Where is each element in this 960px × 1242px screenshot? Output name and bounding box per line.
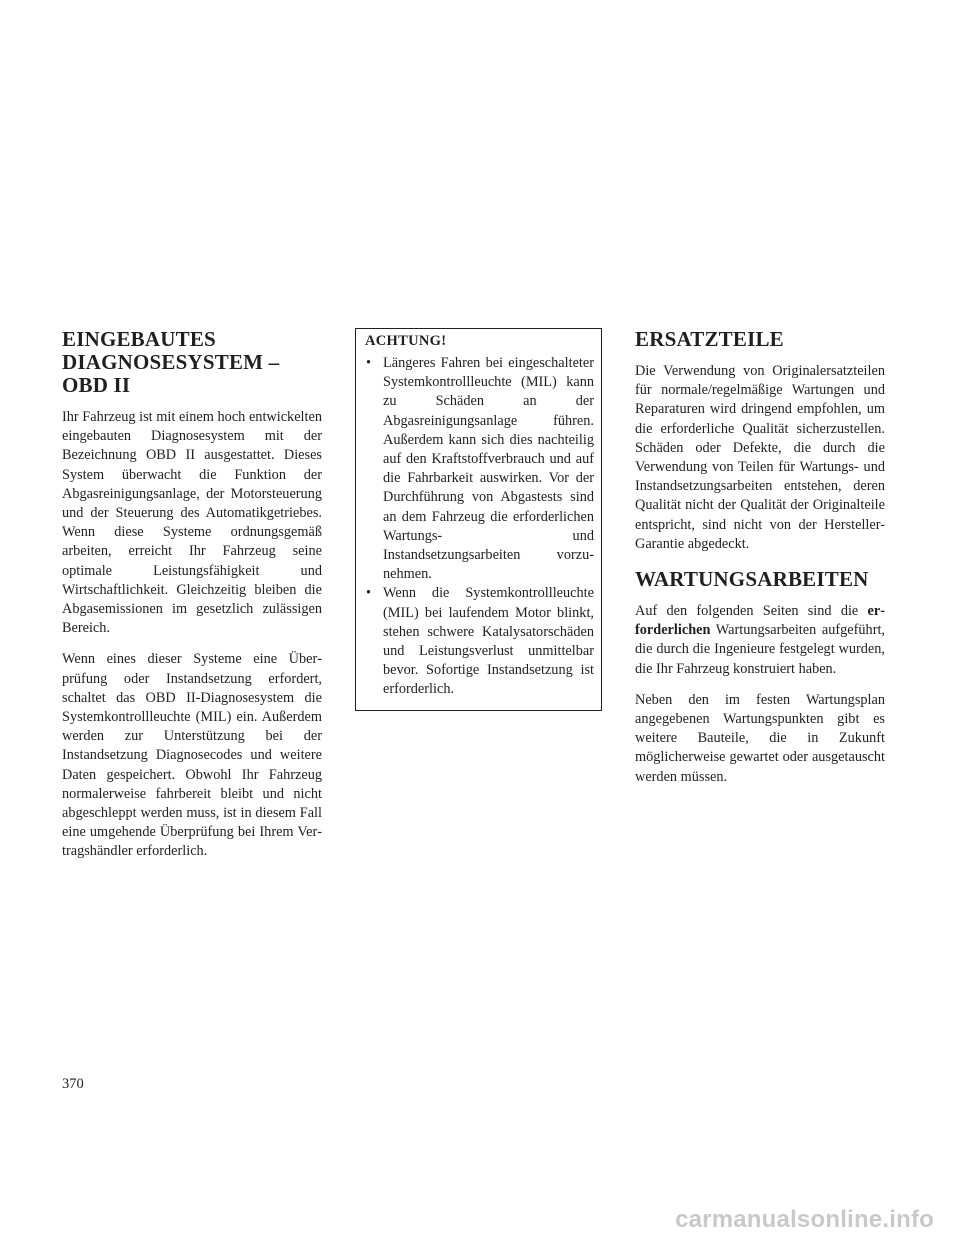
- ersatzteile-heading: ERSATZTEILE: [635, 327, 784, 351]
- warning-item-text: Wenn die Systemkontrollleuchte (MIL) bei laufendem Motor blinkt, stehen schwere Katalysatorschäden und Leistungsverlust unmittelbar bevor. Sofortige Instandsetzung ist erforderlich.: [383, 585, 594, 698]
- left-column: [62, 328, 322, 874]
- bullet-icon: •: [366, 585, 372, 602]
- ersatzteile-paragraph: Die Verwendung von Originalersatzteilen für normale/regelmäßige Wartungen und Reparaturen wird dringend empfohlen, um die erforderliche Qualität sicherzustellen. Schäden oder Defekte, die durch die Verwendung von Teilen für Wartungs- und Instandsetzungsarbeiten entstehen, deren Qualität nicht der Qualität der Originalteile entspricht, sind nicht von der Hersteller-Garantie abgedeckt.: [635, 363, 885, 552]
- wartungsarbeiten-paragraph-1: [635, 602, 885, 679]
- warning-title: ACHTUNG!: [365, 333, 447, 349]
- middle-column: [355, 328, 602, 711]
- obd-paragraph-2: Wenn eines dieser Systeme eine Überprüfung oder Instandsetzung erfordert, schaltet das OBD II-Diagnosesystem die Systemkontrollleuchte (MIL) ein. Außerdem werden zur Unterstützung bei der Instandsetzung Diagnosecodes und weitere Daten gespeichert. Obwohl Ihr Fahrzeug normalerweise fahrbereit bleibt und nicht abgeschleppt werden muss, ist in diesem Fall eine umgehende Überprüfung bei Ihrem Vertragshändler erforderlich.: [62, 651, 322, 860]
- bullet-icon: •: [366, 355, 372, 371]
- wartungsarbeiten-p1-bold: erforderlichen: [635, 603, 885, 639]
- wartungsarbeiten-p1-start: Auf den folgenden Seiten sind die: [635, 603, 868, 620]
- obd-section-heading: EINGEBAUTES DIAGNOSESYSTEM – OBD II: [62, 327, 280, 397]
- warning-item: [365, 584, 594, 699]
- warning-list: [365, 354, 594, 700]
- right-column: [635, 328, 885, 799]
- wartungsarbeiten-p1-end: Wartungsarbeiten aufgeführt, die durch die Ingenieure festgelegt wurden, die Ihr Fahrzeug konstruiert haben.: [635, 622, 885, 677]
- watermark: carmanualsonline.info: [675, 1206, 934, 1233]
- warning-item: [365, 354, 594, 584]
- wartungsarbeiten-paragraph-2: Neben den im festen Wartungsplan angegebenen Wartungspunkten gibt es weitere Bauteile, die in Zukunft möglicherweise gewartet oder ausgetauscht werden müssen.: [635, 691, 885, 785]
- wartungsarbeiten-heading: WARTUNGSARBEITEN: [635, 567, 869, 592]
- obd-paragraph-1: Ihr Fahrzeug ist mit einem hoch entwickelten eingebauten Diagnosesystem mit der Bezeichnung OBD II ausgestattet. Dieses System überwacht die Funktion der Abgasreinigungsanlage, der Motorsteuerung und der Steuerung des Automatikgetriebes. Wenn diese Systeme ordnungsgemäß arbeiten, erreicht Ihr Fahrzeug seine optimale Leistungsfähigkeit und Wirtschaftlichkeit. Gleichzeitig bleiben die Abgasemissionen im gesetzlich zulässigen Bereich.: [62, 409, 322, 637]
- page-number: 370: [62, 1076, 84, 1092]
- warning-box: [355, 328, 602, 711]
- warning-item-text: Längeres Fahren bei eingeschalteter Systemkontrollleuchte (MIL) kann zu Schäden an der Abgasreinigungsanlage führen. Außerdem kann sich dies nachteilig auf den Kraftstoffverbrauch und auf die Fahrbarkeit auswirken. Vor der Durchführung von Abgastests sind an dem Fahrzeug die erforderlichen Wartungs- und Instandsetzungsarbeiten vorzunehmen.: [383, 355, 594, 583]
